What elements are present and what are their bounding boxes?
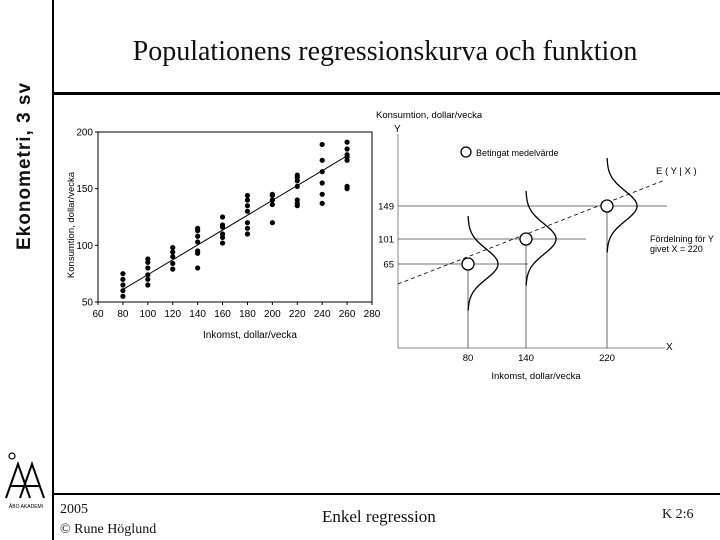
scatter-point bbox=[170, 245, 175, 250]
y-tick-label: 150 bbox=[76, 184, 93, 196]
curve-y-tick-label: 65 bbox=[383, 259, 394, 271]
legend-label: Betingat medelvärde bbox=[476, 148, 559, 158]
y-tick-label: 200 bbox=[76, 127, 93, 139]
footer-topic: Enkel regression bbox=[322, 507, 436, 526]
curve-y-tick-label: 149 bbox=[378, 201, 394, 213]
scatter-point bbox=[195, 234, 200, 239]
scatter-point bbox=[344, 146, 349, 151]
scatter-point bbox=[220, 214, 225, 219]
x-tick-label: 140 bbox=[189, 309, 206, 320]
scatter-point bbox=[170, 267, 175, 272]
footer-left bbox=[60, 500, 156, 540]
conditional-mean-marker bbox=[462, 258, 474, 270]
population-regression-line bbox=[398, 180, 665, 284]
curve-x-axis-letter: X bbox=[666, 342, 673, 353]
footer-page-number: K 2:6 bbox=[662, 507, 694, 522]
scatter-x-axis-label: Inkomst, dollar/vecka bbox=[203, 330, 297, 341]
scatter-point bbox=[295, 197, 300, 202]
scatter-point bbox=[344, 140, 349, 145]
scatter-point bbox=[320, 158, 325, 163]
scatter-y-axis-label: Konsumtion, dollar/vecka bbox=[66, 171, 77, 279]
scatter-point bbox=[320, 192, 325, 197]
y-tick-label: 100 bbox=[76, 240, 93, 252]
scatter-point bbox=[320, 142, 325, 147]
scatter-point bbox=[245, 220, 250, 225]
footer-author: © Rune Höglund bbox=[60, 522, 157, 537]
footer-year: 2005 bbox=[60, 502, 88, 517]
title-divider bbox=[52, 92, 720, 95]
curve-x-axis-label: Inkomst, dollar/vecka bbox=[491, 371, 581, 382]
scatter-point bbox=[320, 201, 325, 206]
scatter-chart bbox=[60, 120, 380, 355]
regression-line bbox=[123, 156, 347, 290]
scatter-point bbox=[245, 226, 250, 231]
x-tick-label: 60 bbox=[92, 309, 104, 320]
scatter-point bbox=[270, 192, 275, 197]
scatter-point bbox=[195, 226, 200, 231]
footer-divider bbox=[52, 493, 720, 495]
distribution-annotation-line1: Fördelning för Y bbox=[650, 234, 714, 244]
x-tick-label: 120 bbox=[164, 309, 182, 320]
scatter-point bbox=[270, 220, 275, 225]
y-tick-label: 50 bbox=[81, 297, 93, 309]
scatter-point bbox=[245, 203, 250, 208]
scatter-point bbox=[295, 172, 300, 177]
x-tick-label: 180 bbox=[239, 309, 256, 320]
scatter-point bbox=[245, 231, 250, 236]
scatter-point bbox=[145, 277, 150, 282]
scatter-plot-frame bbox=[98, 132, 372, 302]
scatter-point bbox=[195, 265, 200, 270]
curve-x-tick-label: 80 bbox=[462, 353, 474, 364]
x-tick-label: 220 bbox=[288, 309, 306, 320]
scatter-point bbox=[120, 271, 125, 276]
x-tick-label: 80 bbox=[117, 309, 129, 320]
scatter-point bbox=[145, 265, 150, 270]
x-tick-label: 260 bbox=[338, 309, 356, 320]
x-tick-label: 200 bbox=[264, 309, 281, 320]
regression-curve-diagram bbox=[360, 104, 720, 389]
scatter-point bbox=[120, 282, 125, 287]
x-tick-label: 240 bbox=[313, 309, 331, 320]
scatter-point bbox=[220, 240, 225, 245]
scatter-point bbox=[220, 231, 225, 236]
scatter-point bbox=[145, 256, 150, 261]
curve-y-axis-letter: Y bbox=[394, 124, 401, 135]
curve-x-tick-label: 140 bbox=[518, 353, 534, 364]
scatter-point bbox=[145, 282, 150, 287]
scatter-point bbox=[120, 294, 125, 299]
abo-akademi-logo-icon bbox=[2, 450, 50, 535]
x-tick-label: 160 bbox=[214, 309, 231, 320]
scatter-point bbox=[245, 209, 250, 214]
scatter-point bbox=[245, 197, 250, 202]
distribution-annotation-line2: givet X = 220 bbox=[650, 244, 703, 254]
scatter-point bbox=[245, 193, 250, 198]
x-tick-label: 100 bbox=[139, 309, 157, 320]
logo-text: ÅBO AKADEMI bbox=[8, 504, 44, 510]
scatter-point bbox=[195, 248, 200, 253]
regression-line-label: E ( Y | X ) bbox=[656, 166, 697, 177]
scatter-point bbox=[320, 180, 325, 185]
scatter-point bbox=[170, 261, 175, 266]
scatter-point bbox=[270, 202, 275, 207]
curve-y-axis-label: Konsumtion, dollar/vecka bbox=[376, 110, 483, 121]
curve-x-tick-label: 220 bbox=[599, 353, 615, 364]
conditional-mean-marker bbox=[601, 200, 613, 212]
curve-y-tick-label: 101 bbox=[378, 234, 394, 246]
scatter-point bbox=[344, 184, 349, 189]
vertical-course-title: Ekonometri, 3 sv bbox=[14, 81, 35, 250]
scatter-point bbox=[120, 277, 125, 282]
scatter-point bbox=[170, 250, 175, 255]
scatter-point bbox=[220, 222, 225, 227]
legend-open-circle-icon bbox=[461, 147, 471, 157]
conditional-mean-marker bbox=[520, 233, 532, 245]
slide-title: Populationens regressionskurva och funktion bbox=[132, 36, 638, 67]
x-tick-label: 280 bbox=[363, 309, 380, 320]
